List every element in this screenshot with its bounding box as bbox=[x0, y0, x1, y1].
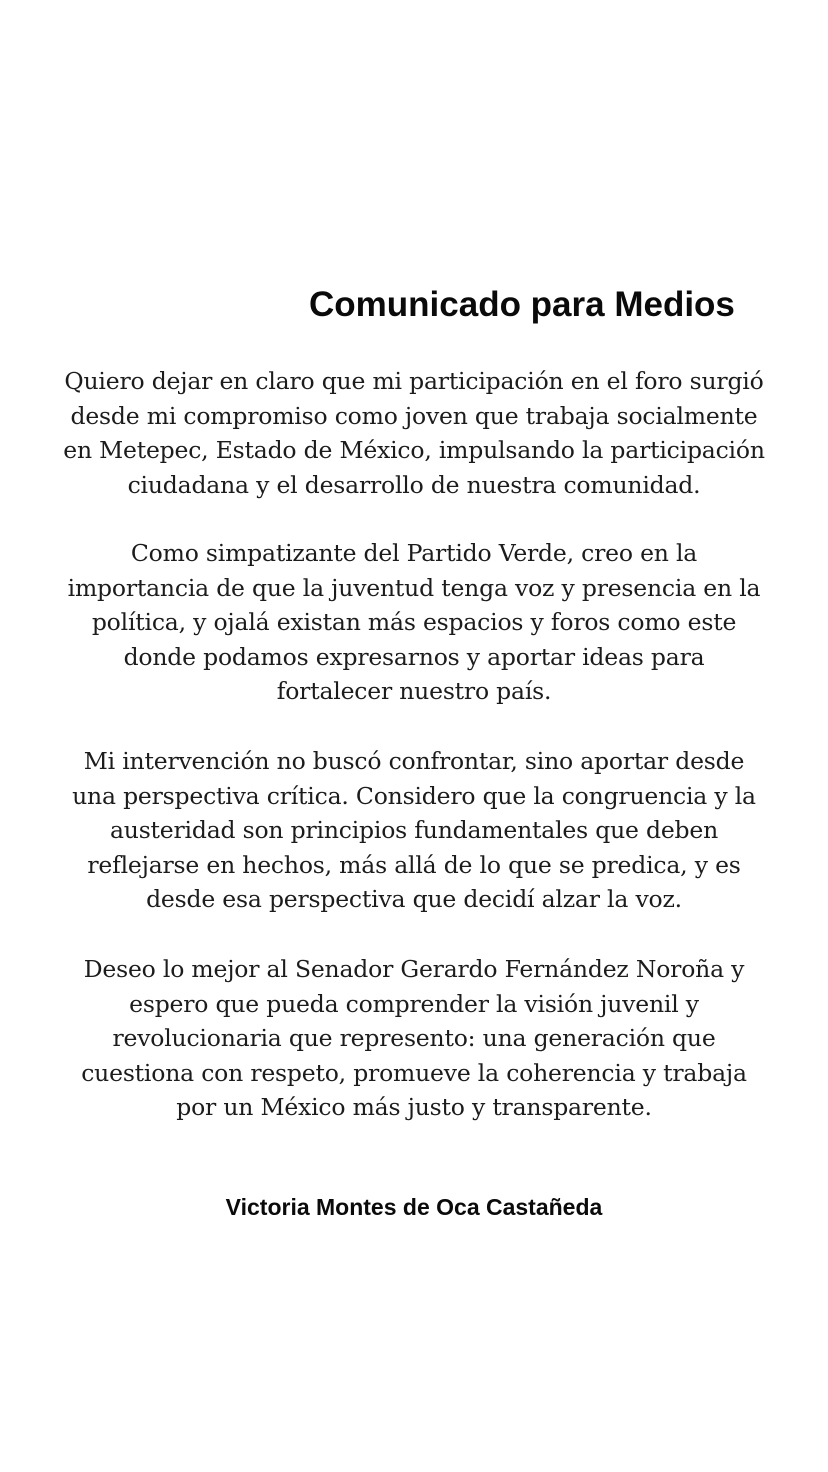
paragraph-line: una perspectiva crítica. Considero que la congruencia y la bbox=[72, 781, 756, 810]
paragraph-line: Deseo lo mejor al Senador Gerardo Fernández Noroña y bbox=[83, 955, 745, 983]
paragraph-line: desde mi compromiso como joven que trabaja socialmente bbox=[70, 401, 758, 430]
document-title: Comunicado para Medios bbox=[309, 285, 735, 324]
paragraph-participation bbox=[24, 364, 804, 502]
signature: Victoria Montes de Oca Castañeda bbox=[225, 1194, 603, 1220]
paragraph-line: Quiero dejar en claro que mi participación en el foro surgió bbox=[64, 367, 764, 395]
paragraph-line: importancia de que la juventud tenga voz y presencia en la bbox=[67, 573, 761, 602]
paragraph-line: espero que pueda comprender la visión juvenil y bbox=[129, 989, 699, 1018]
paragraph-line: desde esa perspectiva que decidí alzar la voz. bbox=[146, 885, 682, 913]
paragraph-party bbox=[24, 536, 804, 709]
paragraph-line: cuestiona con respeto, promueve la coherencia y trabaja bbox=[81, 1058, 747, 1087]
paragraph-intervention bbox=[24, 744, 804, 917]
paragraph-line: en Metepec, Estado de México, impulsando la participación bbox=[63, 436, 765, 464]
paragraph-closing bbox=[24, 952, 804, 1125]
paragraph-line: donde podamos expresarnos y aportar ideas para bbox=[123, 642, 705, 671]
paragraph-line: Mi intervención no buscó confrontar, sino aportar desde bbox=[83, 747, 745, 775]
paragraph-line: reflejarse en hechos, más allá de lo que se predica, y es bbox=[87, 850, 741, 879]
paragraph-line: por un México más justo y transparente. bbox=[176, 1093, 652, 1121]
paragraph-line: revolucionaria que represento: una generación que bbox=[112, 1024, 716, 1052]
paragraph-line: austeridad son principios fundamentales que deben bbox=[109, 816, 719, 844]
paragraph-line: Como simpatizante del Partido Verde, creo en la bbox=[130, 539, 698, 567]
paragraph-line: ciudadana y el desarrollo de nuestra comunidad. bbox=[127, 470, 701, 499]
paragraph-line: política, y ojalá existan más espacios y foros como este bbox=[91, 608, 737, 636]
paragraph-line: fortalecer nuestro país. bbox=[276, 677, 552, 705]
